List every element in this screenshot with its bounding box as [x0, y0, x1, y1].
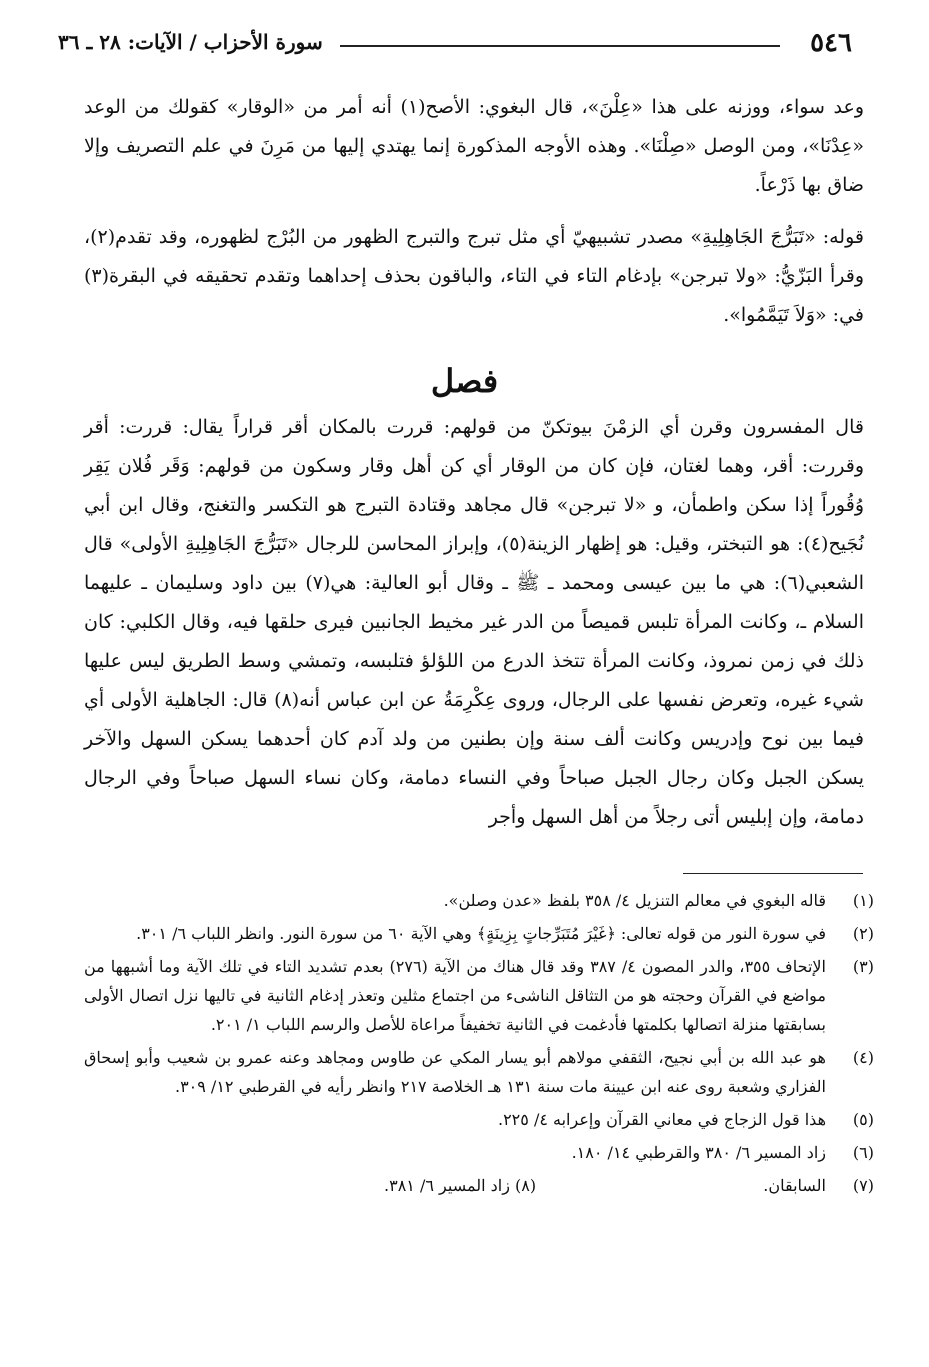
paragraph-1: وعد سواء، ووزنه على هذا «عِلْنَ»، قال البغوي: الأصح(١) أنه أمر من «الوقار» كقولك من الوعد «عِدْنَا»، ومن الوصل «صِلْنَا». وهذه الأوجه المذكورة إنما يهتدي إليها من مَرِنَ في علم التصريف وإلا ضاق بها ذَرْعاً. [84, 96, 865, 196]
section-heading: فصل [430, 362, 499, 400]
footnote-6 [84, 1138, 874, 1167]
footnotes [84, 886, 874, 1204]
footnote-text: في سورة النور من قوله تعالى: ﴿غَيْرَ مُتَبَرِّجاتٍ بِزِينَةٍ﴾ وهي الآية ٦٠ من سورة النور. وانظر اللباب ٦/ ٣٠١. [136, 924, 826, 943]
paragraph-2: قوله: «تَبَرُّجَ الجَاهِلِيةِ» مصدر تشبيهيّ أي مثل تبرج والتبرج الظهور من البُرْج لظهوره، وقد تقدم(٢)، وقرأ البَزّيُّ: «ولا تبرجن» بإدغام التاء في التاء، والباقون بحذف إحداهما وتقدم تحقيقه في البقرة(٣) في: «وَلاَ تَيَمَّمُوا». [84, 226, 864, 326]
footnote-number: (١) [852, 891, 874, 910]
footnote-number: (٤) [852, 1048, 874, 1067]
footnote-number: (٧) [852, 1176, 874, 1195]
footnote-number: (٥) [852, 1110, 874, 1129]
footnote-3 [84, 952, 874, 1039]
footnote-2 [84, 919, 874, 948]
page-number: ٥٤٦ [810, 28, 852, 58]
footnote-1 [84, 886, 874, 915]
paragraph-3: قال المفسرون وقرن أي الزمْنَ بيوتكنّ من قولهم: قررت بالمكان أقر قراراً يقال: قررت: أقر وقررت: أقر، وهما لغتان، فإن كان من الوقار أي كن أهل وقار وسكون من قولهم: وَقَر فُلان يَقِر وُقُوراً إذا سكن واطمأن، و «لا تبرجن» قال مجاهد وقتادة التبرج هو التكسر والتغنج، وقال ابن أبي نُجَيح(٤): هو التبختر، وقيل: هو إظهار الزينة(٥)، وإبراز المحاسن للرجال «تَبَرُّجَ الجَاهِلِيةِ الأولى» قال الشعبي(٦): هي ما بين عيسى ومحمد ـ ﷺ ـ وقال أبو العالية: هي(٧) بين داود وسليمان ـ عليهما السلام ـ، وكانت المرأة تلبس قميصاً من الدر غير مخيط الجانبين فيرى حلقها فيه، وقال الكلبي: كان ذلك في زمن نمروذ، وكانت المرأة تتخذ الدرع من اللؤلؤ فتلبسه، وتمشي وسط الطريق ليس عليها شيء غيره، وتعرض نفسها على الرجال، وروى عِكْرِمَةُ عن ابن عباس أنه(٨) قال: الجاهلية الأولى أي فيما بين نوح وإدريس وكانت ألف سنة وإن بطنين من ولد آدم كان أحدهما يسكن السهل والآخر يسكن الجبل وكان رجال الجبل صباحاً وفي النساء دمامة، وكان نساء السهل صباحاً وفي الرجال دمامة، وإن إبليس أتى رجلاً من أهل السهل وأجر [84, 416, 864, 828]
footnote-text: الإتحاف ٣٥٥، والدر المصون ٤/ ٣٨٧ وقد قال هناك من الآية (٢٧٦) بعدم تشديد التاء في تلك الآية وما أشبهها من مواضع في القرآن وحجته هو من التثاقل الناشىء من اجتماع مثلين وتعذر إدغام الثانية في تاليها نزل اتصال الأولى بسابقتها منزلة اتصالها بكلمتها فأدغمت في الثانية تخفيفاً مراعاة للأصل والرسم اللباب ١/ ٢٠١. [84, 957, 826, 1034]
footnote-text: زاد المسير ٦/ ٣٨٠ والقرطبي ١٤/ ١٨٠. [571, 1143, 826, 1162]
footnote-7-8 [84, 1171, 874, 1200]
footnote-7-text: السابقان. [763, 1176, 826, 1195]
footnote-number: (٣) [852, 957, 874, 976]
footnote-text: هذا قول الزجاج في معاني القرآن وإعرابه ٤/ ٢٢٥. [497, 1110, 826, 1129]
footnote-separator [683, 873, 863, 874]
footnote-8-text: (٨) زاد المسير ٦/ ٣٨١. [384, 1176, 537, 1195]
running-title: سورة الأحزاب / الآيات: ٢٨ ـ ٣٦ [58, 30, 323, 54]
footnote-4 [84, 1043, 874, 1101]
header-rule [340, 45, 780, 47]
footnote-5 [84, 1105, 874, 1134]
page-header [50, 28, 860, 64]
footnote-number: (٢) [852, 924, 874, 943]
footnote-number: (٦) [852, 1143, 874, 1162]
footnote-text: قاله البغوي في معالم التنزيل ٤/ ٣٥٨ بلفظ «عدن وصلن». [443, 891, 826, 910]
footnote-text: هو عبد الله بن أبي نجيح، الثقفي مولاهم أبو يسار المكي عن طاوس ومجاهد وعنه عمرو بن شعيب وأبو إسحاق الفزاري وشعبة روى عنه ابن عيينة مات سنة ١٣١ هـ الخلاصة ٢١٧ وانظر رأيه في القرطبي ١٢/ ٣٠٩. [84, 1048, 826, 1096]
footnote-pair [84, 1171, 826, 1200]
